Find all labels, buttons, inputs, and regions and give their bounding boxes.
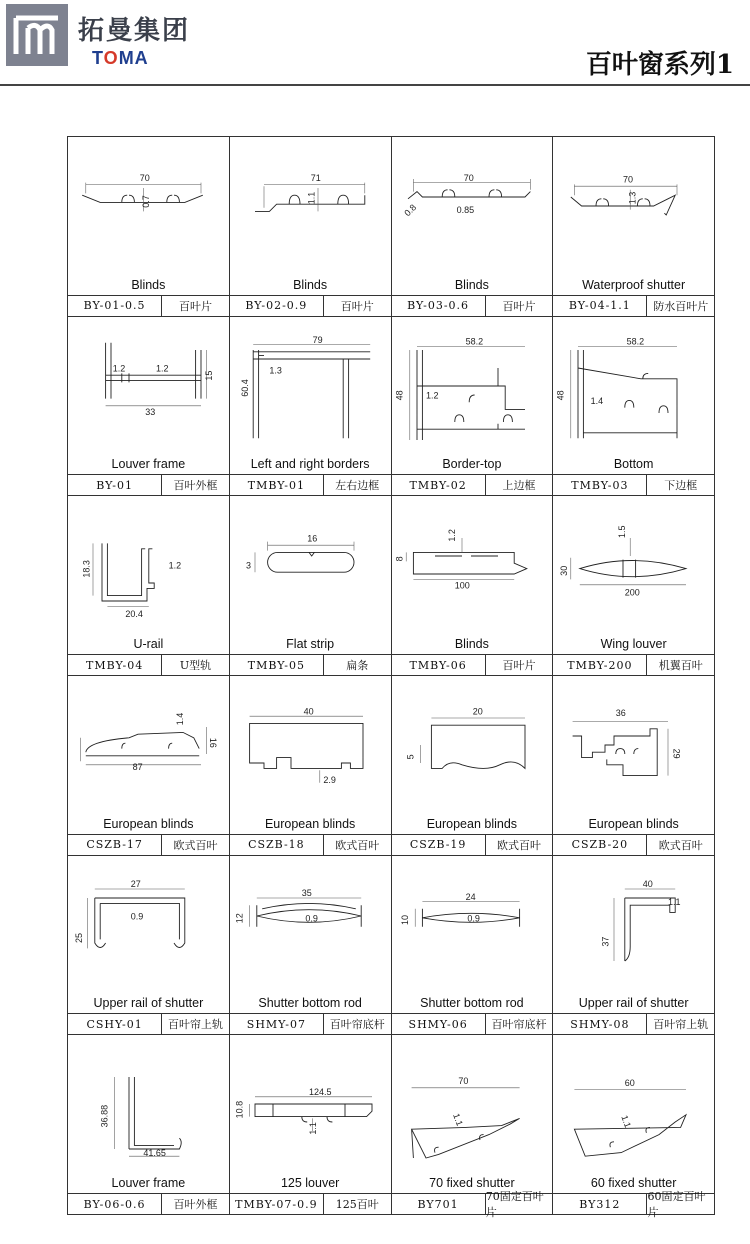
dimension-label: 40 [303,706,314,717]
brand-name-english: TOMA [92,48,149,68]
dimension-label: 70 [623,174,634,185]
product-name: European blinds [264,816,356,831]
profile-diagram [396,323,546,449]
profile-drawing [72,502,222,628]
product-name-chinese: 百叶帘上轨 [653,1018,709,1032]
product-cell [553,1035,715,1219]
product-name: Border-top [442,457,502,472]
product-catalog-table [67,136,715,1219]
brand-name-chinese: 拓曼集团 [78,16,191,46]
product-code: TMBY-200 [553,655,647,675]
product-code: CSZB-20 [553,835,647,855]
dimension-label: 0.85 [456,205,474,216]
product-name-chinese: 百叶外框 [173,1198,218,1211]
product-name-chinese: 左右边框 [335,479,380,493]
product-cell [392,496,554,676]
dimension-label: 87 [132,762,143,773]
product-name-chinese: 125百叶 [335,1198,379,1211]
profile-drawing [234,502,384,628]
product-cell [553,317,715,497]
product-name: Upper rail of shutter [578,996,689,1011]
dimension-label: 1.1 [306,191,317,205]
dimension-label: 0.9 [305,913,318,924]
dimension-label: 48 [555,390,566,401]
profile-drawing [72,323,222,449]
product-name: Waterproof shutter [582,277,686,292]
profile-diagram [234,862,384,988]
product-name-chinese: 70固定百叶片 [485,1190,544,1219]
product-name: Blinds [454,637,489,651]
profile-diagram [234,143,384,269]
product-code-bar [230,834,391,855]
profile-drawing [72,143,222,269]
product-code: TMBY-06 [392,655,486,675]
dimension-label: 48 [394,390,405,401]
dimension-label: 200 [625,587,641,598]
dimension-label: 20.4 [125,609,143,620]
dimension-label: 100 [454,580,470,591]
product-code-bar [230,1193,391,1214]
dimension-label: 1.2 [168,560,182,571]
product-code-bar [553,834,714,855]
product-code-bar [230,474,391,495]
product-name: 125 louver [280,1176,340,1190]
product-cell [68,317,230,497]
profile-diagram [557,1041,707,1167]
profile-drawing [234,143,384,269]
dimension-label: 1.2 [446,529,457,542]
page-title: 百叶窗系列1 [585,50,734,80]
product-code-bar [68,1193,229,1214]
product-code: SHMY-07 [230,1014,324,1034]
product-code: BY-06-0.6 [68,1194,162,1214]
profile-drawing [557,502,707,628]
product-code-bar [68,295,229,316]
product-cell [230,676,392,856]
product-name-chinese: 欧式百叶 [335,838,380,852]
profile-drawing [396,143,546,269]
dimension-label: 35 [301,887,312,898]
product-name-chinese: 欧式百叶 [173,838,218,852]
product-name-chinese: 百叶外框 [173,479,218,493]
product-name-chinese: U型轨 [179,659,212,672]
product-name-chinese: 机翼百叶 [658,659,703,672]
dimension-label: 1.2 [112,363,126,374]
dimension-label: 30 [559,566,570,577]
profile-diagram [234,323,384,449]
profile-diagram [396,502,546,628]
profile-drawing [234,682,384,808]
dimension-label: 27 [130,878,141,889]
profile-drawing [234,323,384,449]
dimension-label: 20 [472,706,483,717]
product-name: Blinds [293,277,328,292]
product-code-bar [230,654,391,675]
page-header [0,0,750,88]
dimension-label: 33 [145,406,156,417]
product-code-bar [392,1013,553,1034]
dimension-label: 1.4 [590,395,604,406]
dimension-label: 1.2 [425,390,439,401]
dimension-label: 2.9 [323,774,336,785]
product-name-chinese: 百叶帘底杆 [491,1018,547,1032]
product-name-chinese: 防水百叶片 [653,299,709,313]
product-cell [68,856,230,1036]
product-cell [392,676,554,856]
dimension-label: 37 [600,936,611,947]
product-name-chinese: 欧式百叶 [496,838,541,852]
product-name: Wing louver [600,637,667,651]
profile-diagram [557,862,707,988]
product-cell [230,856,392,1036]
dimension-label: 3 [245,560,251,571]
product-name-chinese: 百叶片 [502,299,536,313]
product-name: Shutter bottom rod [258,996,362,1011]
product-name: European blinds [426,816,518,831]
product-code-bar [392,654,553,675]
product-code-bar [553,295,714,316]
product-name: 60 fixed shutter [590,1176,677,1190]
dimension-label: 24 [465,891,476,902]
dimension-label: 8 [394,556,405,562]
product-cell [392,317,554,497]
product-cell [68,676,230,856]
dimension-label: 16 [306,533,317,544]
product-code: BY-03-0.6 [392,296,486,316]
profile-diagram [234,502,384,628]
dimension-label: 58.2 [465,336,483,347]
profile-diagram [396,1041,546,1167]
product-cell [230,1035,392,1215]
product-code: TMBY-02 [392,475,486,495]
product-code-bar [392,834,553,855]
product-name-chinese: 百叶帘上轨 [167,1018,223,1032]
product-cell [68,137,230,317]
product-code-bar [68,1013,229,1034]
dimension-label: 36.88 [99,1105,110,1128]
dimension-label: 1.1 [668,896,681,907]
product-cell [68,1035,230,1215]
dimension-label: 1.1 [307,1122,318,1135]
product-name-chinese: 百叶片 [178,299,212,313]
product-cell [392,856,554,1036]
product-cell [392,1035,554,1219]
dimension-label: 10.8 [234,1101,245,1119]
product-name: 70 fixed shutter [429,1176,515,1190]
dimension-label: 40 [643,878,654,889]
product-cell [230,317,392,497]
profile-drawing [396,1041,546,1167]
product-code-bar [392,295,553,316]
product-name: Bottom [613,457,654,472]
dimension-label: 70 [139,172,150,183]
profile-diagram [72,323,222,449]
profile-drawing [72,862,222,988]
product-code: BY-01-0.5 [68,296,162,316]
product-name-chinese: 下边框 [664,479,698,493]
product-name-chinese: 扁条 [346,659,369,672]
product-name: Left and right borders [250,457,370,472]
dimension-label: 1.5 [617,525,628,539]
profile-diagram [396,143,546,269]
profile-drawing [557,143,707,269]
profile-drawing [396,862,546,988]
product-code: CSZB-19 [392,835,486,855]
product-name: Louver frame [111,1176,186,1190]
product-name: European blinds [588,816,679,831]
profile-diagram [72,862,222,988]
product-name: Flat strip [286,637,335,651]
product-code: SHMY-06 [392,1014,486,1034]
product-name: U-rail [133,637,164,651]
product-cell [68,496,230,676]
profile-diagram [72,682,222,808]
product-name: Blinds [131,277,166,292]
product-code-bar [392,1190,553,1219]
dimension-label: 10 [399,914,410,925]
dimension-label: 15 [203,370,214,381]
product-cell [392,137,554,317]
profile-drawing [557,862,707,988]
dimension-label: 60.4 [239,378,250,397]
profile-diagram [557,143,707,269]
product-code: BY-02-0.9 [230,296,324,316]
profile-diagram [557,323,707,449]
profile-diagram [234,682,384,808]
profile-diagram [234,1041,384,1167]
product-name: European blinds [103,816,194,831]
product-name-chinese: 百叶帘底杆 [329,1018,385,1032]
toma-logo-icon [6,4,68,66]
product-code: CSHY-01 [68,1014,162,1034]
product-cell [553,676,715,856]
dimension-label: 12 [234,912,245,923]
product-cell [230,496,392,676]
product-name-chinese: 百叶片 [502,659,536,672]
product-code-bar [553,474,714,495]
product-cell [553,137,715,317]
dimension-label: 71 [310,172,321,183]
product-code: TMBY-07-0.9 [230,1194,324,1214]
product-code-bar [68,654,229,675]
product-code: BY312 [553,1194,647,1214]
header-divider [0,84,750,86]
product-code: BY-04-1.1 [553,296,647,316]
profile-diagram [72,143,222,269]
dimension-label: 36 [616,708,627,719]
profile-drawing [72,1041,222,1167]
product-code-bar [553,1013,714,1034]
product-code-bar [68,474,229,495]
product-name-chinese: 百叶片 [340,299,374,313]
dimension-label: 1.2 [156,363,169,374]
profile-drawing [557,682,707,808]
dimension-label: 70 [463,172,474,183]
dimension-label: 16 [208,737,218,748]
profile-drawing [234,1041,384,1167]
dimension-label: 0.8 [401,202,418,219]
product-name: Shutter bottom rod [420,996,524,1011]
dimension-label: 25 [74,932,85,943]
profile-drawing [396,502,546,628]
product-code: TMBY-04 [68,655,162,675]
product-name: Upper rail of shutter [93,996,204,1011]
dimension-label: 1.1 [619,1114,634,1130]
product-code-bar [553,654,714,675]
dimension-label: 0.7 [140,195,151,208]
product-code: TMBY-03 [553,475,647,495]
profile-drawing [557,1041,707,1167]
product-code-bar [230,295,391,316]
profile-drawing [72,682,222,808]
product-code: CSZB-17 [68,835,162,855]
product-code: SHMY-08 [553,1014,647,1034]
profile-drawing [234,862,384,988]
product-code: TMBY-01 [230,475,324,495]
dimension-label: 1.3 [269,365,282,376]
profile-diagram [72,1041,222,1167]
product-code: BY-01 [68,475,162,495]
dimension-label: 41.65 [143,1148,166,1159]
product-name-chinese: 60固定百叶片 [647,1190,706,1219]
profile-diagram [396,862,546,988]
product-cell [230,137,392,317]
dimension-label: 124.5 [308,1087,332,1098]
product-cell [553,856,715,1036]
product-code-bar [392,474,553,495]
dimension-label: 1.4 [175,712,185,726]
dimension-label: 1.3 [627,191,638,205]
product-name-chinese: 上边框 [502,479,536,493]
dimension-label: 79 [312,334,323,345]
product-code: BY701 [392,1194,486,1214]
dimension-label: 58.2 [626,336,645,347]
product-code: CSZB-18 [230,835,324,855]
dimension-label: 70 [457,1076,468,1087]
profile-diagram [396,682,546,808]
product-name-chinese: 欧式百叶 [658,838,703,852]
product-cell [553,496,715,676]
dimension-label: 5 [404,754,415,760]
dimension-label: 0.9 [466,913,480,924]
dimension-label: 29 [671,748,682,759]
profile-diagram [557,502,707,628]
dimension-label: 1.1 [450,1112,465,1128]
product-code-bar [230,1013,391,1034]
profile-diagram [72,502,222,628]
product-name: Louver frame [111,457,186,472]
profile-diagram [557,682,707,808]
dimension-label: 60 [625,1078,636,1089]
profile-drawing [557,323,707,449]
profile-drawing [396,323,546,449]
product-name: Blinds [454,277,489,292]
product-code: TMBY-05 [230,655,324,675]
dimension-label: 0.9 [130,911,144,922]
dimension-label: 18.3 [81,560,92,578]
product-code-bar [553,1190,714,1219]
profile-drawing [396,682,546,808]
product-code-bar [68,834,229,855]
